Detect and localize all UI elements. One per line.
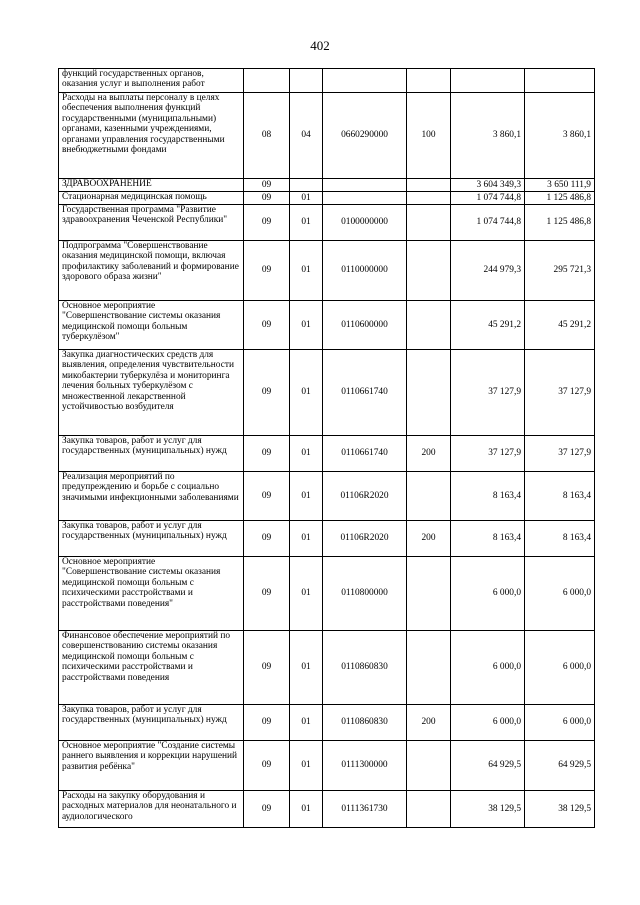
target-item-cell: 0110661740 — [323, 350, 407, 436]
subsection-code-cell: 01 — [290, 631, 323, 705]
amount-year2-cell: 3 650 111,9 — [525, 179, 595, 192]
amount-year1-cell: 8 163,4 — [451, 521, 525, 557]
target-item-cell: 0111300000 — [323, 741, 407, 791]
section-code-cell: 09 — [244, 472, 290, 521]
subsection-code-cell: 01 — [290, 705, 323, 741]
expense-type-cell — [407, 205, 451, 241]
expense-type-cell: 200 — [407, 436, 451, 472]
section-code-cell: 09 — [244, 179, 290, 192]
target-item-cell: 0660290000 — [323, 93, 407, 179]
expense-type-cell — [407, 179, 451, 192]
target-item-cell: 0110860830 — [323, 631, 407, 705]
table-row — [59, 241, 595, 301]
table-row — [59, 741, 595, 791]
row-name-cell: функций государственных органов, оказания услуг и выполнения работ — [59, 69, 244, 93]
amount-year1-cell: 8 163,4 — [451, 472, 525, 521]
row-name-cell: Закупка товаров, работ и услуг для государственных (муниципальных) нужд — [59, 521, 244, 557]
subsection-code-cell: 01 — [290, 472, 323, 521]
section-code-cell: 09 — [244, 241, 290, 301]
subsection-code-cell — [290, 69, 323, 93]
section-code-cell: 09 — [244, 705, 290, 741]
table-row — [59, 521, 595, 557]
target-item-cell — [323, 192, 407, 205]
amount-year2-cell: 6 000,0 — [525, 557, 595, 631]
amount-year2-cell: 295 721,3 — [525, 241, 595, 301]
amount-year1-cell: 38 129,5 — [451, 791, 525, 828]
target-item-cell: 01106R2020 — [323, 521, 407, 557]
table-row — [59, 179, 595, 192]
table-row — [59, 192, 595, 205]
row-name-cell: Расходы на закупку оборудования и расходных материалов для неонатального и аудиологического — [59, 791, 244, 828]
section-code-cell: 09 — [244, 741, 290, 791]
amount-year1-cell: 64 929,5 — [451, 741, 525, 791]
section-code-cell: 09 — [244, 205, 290, 241]
amount-year2-cell: 6 000,0 — [525, 705, 595, 741]
amount-year2-cell: 6 000,0 — [525, 631, 595, 705]
target-item-cell: 0100000000 — [323, 205, 407, 241]
amount-year1-cell: 45 291,2 — [451, 301, 525, 350]
section-code-cell: 09 — [244, 631, 290, 705]
row-name-cell: ЗДРАВООХРАНЕНИЕ — [59, 179, 244, 192]
amount-year2-cell: 1 125 486,8 — [525, 205, 595, 241]
amount-year1-cell — [451, 69, 525, 93]
amount-year2-cell: 1 125 486,8 — [525, 192, 595, 205]
row-name-cell: Закупка товаров, работ и услуг для государственных (муниципальных) нужд — [59, 436, 244, 472]
table-row — [59, 472, 595, 521]
target-item-cell: 0111361730 — [323, 791, 407, 828]
row-name-cell: Стационарная медицинская помощь — [59, 192, 244, 205]
row-name-cell: Подпрограмма "Совершенствование оказания медицинской помощи, включая профилактику заболеваний и формирование здорового образа жизни" — [59, 241, 244, 301]
amount-year1-cell: 37 127,9 — [451, 436, 525, 472]
section-code-cell: 09 — [244, 301, 290, 350]
amount-year1-cell: 37 127,9 — [451, 350, 525, 436]
amount-year2-cell — [525, 69, 595, 93]
expense-type-cell: 200 — [407, 705, 451, 741]
target-item-cell: 0110860830 — [323, 705, 407, 741]
expense-type-cell — [407, 301, 451, 350]
subsection-code-cell: 01 — [290, 192, 323, 205]
target-item-cell — [323, 69, 407, 93]
row-name-cell: Реализация мероприятий по предупреждению и борьбе с социально значимыми инфекционными заболеваниями — [59, 472, 244, 521]
row-name-cell: Финансовое обеспечение мероприятий по совершенствованию системы оказания медицинской помощи больным с психическими расстройствами и расстройствами поведения — [59, 631, 244, 705]
target-item-cell — [323, 179, 407, 192]
subsection-code-cell: 01 — [290, 436, 323, 472]
expense-type-cell — [407, 741, 451, 791]
table-row — [59, 69, 595, 93]
section-code-cell: 09 — [244, 436, 290, 472]
expense-type-cell — [407, 791, 451, 828]
amount-year1-cell: 3 604 349,3 — [451, 179, 525, 192]
expense-type-cell — [407, 350, 451, 436]
amount-year2-cell: 45 291,2 — [525, 301, 595, 350]
section-code-cell — [244, 69, 290, 93]
table-row — [59, 301, 595, 350]
target-item-cell: 0110600000 — [323, 301, 407, 350]
section-code-cell: 08 — [244, 93, 290, 179]
expense-type-cell — [407, 241, 451, 301]
subsection-code-cell — [290, 179, 323, 192]
subsection-code-cell: 01 — [290, 301, 323, 350]
table-row — [59, 631, 595, 705]
row-name-cell: Основное мероприятие "Совершенствование системы оказания медицинской помощи больным с психическими расстройствами и расстройствами поведения" — [59, 557, 244, 631]
subsection-code-cell: 01 — [290, 241, 323, 301]
amount-year2-cell: 8 163,4 — [525, 521, 595, 557]
amount-year1-cell: 1 074 744,8 — [451, 192, 525, 205]
section-code-cell: 09 — [244, 350, 290, 436]
amount-year1-cell: 3 860,1 — [451, 93, 525, 179]
amount-year1-cell: 6 000,0 — [451, 705, 525, 741]
target-item-cell: 0110661740 — [323, 436, 407, 472]
amount-year2-cell: 64 929,5 — [525, 741, 595, 791]
subsection-code-cell: 01 — [290, 741, 323, 791]
amount-year2-cell: 38 129,5 — [525, 791, 595, 828]
target-item-cell: 01106R2020 — [323, 472, 407, 521]
table-row — [59, 350, 595, 436]
table-row — [59, 557, 595, 631]
section-code-cell: 09 — [244, 192, 290, 205]
subsection-code-cell: 01 — [290, 350, 323, 436]
expense-type-cell: 100 — [407, 93, 451, 179]
amount-year2-cell: 37 127,9 — [525, 436, 595, 472]
target-item-cell: 0110000000 — [323, 241, 407, 301]
amount-year2-cell: 37 127,9 — [525, 350, 595, 436]
row-name-cell: Закупка товаров, работ и услуг для государственных (муниципальных) нужд — [59, 705, 244, 741]
row-name-cell: Основное мероприятие "Совершенствование системы оказания медицинской помощи больным туберкулёзом" — [59, 301, 244, 350]
table-row — [59, 705, 595, 741]
table-row — [59, 93, 595, 179]
subsection-code-cell: 01 — [290, 521, 323, 557]
section-code-cell: 09 — [244, 791, 290, 828]
expense-type-cell — [407, 192, 451, 205]
page-number: 402 — [310, 38, 330, 53]
expense-type-cell — [407, 472, 451, 521]
expense-type-cell — [407, 631, 451, 705]
row-name-cell: Закупка диагностических средств для выявления, определения чувствительности микобактерии туберкулёза и мониторинга лечения больных туберкулёзом с множественной лекарственной устойчивостью возбудителя — [59, 350, 244, 436]
section-code-cell: 09 — [244, 557, 290, 631]
expense-type-cell — [407, 557, 451, 631]
amount-year1-cell: 6 000,0 — [451, 557, 525, 631]
row-name-cell: Основное мероприятие "Создание системы раннего выявления и коррекции нарушений развития ребёнка" — [59, 741, 244, 791]
target-item-cell: 0110800000 — [323, 557, 407, 631]
amount-year1-cell: 6 000,0 — [451, 631, 525, 705]
expense-type-cell: 200 — [407, 521, 451, 557]
amount-year2-cell: 3 860,1 — [525, 93, 595, 179]
row-name-cell: Расходы на выплаты персоналу в целях обеспечения выполнения функций государственными (муниципальными) органами, казенными учреждениями, органами управления государственными внебюджетными фондами — [59, 93, 244, 179]
section-code-cell: 09 — [244, 521, 290, 557]
table-row — [59, 436, 595, 472]
budget-table — [58, 68, 595, 828]
subsection-code-cell: 04 — [290, 93, 323, 179]
row-name-cell: Государственная программа "Развитие здравоохранения Чеченской Республики" — [59, 205, 244, 241]
amount-year1-cell: 1 074 744,8 — [451, 205, 525, 241]
expense-type-cell — [407, 69, 451, 93]
amount-year2-cell: 8 163,4 — [525, 472, 595, 521]
subsection-code-cell: 01 — [290, 557, 323, 631]
table-row — [59, 791, 595, 828]
amount-year1-cell: 244 979,3 — [451, 241, 525, 301]
subsection-code-cell: 01 — [290, 791, 323, 828]
table-row — [59, 205, 595, 241]
subsection-code-cell: 01 — [290, 205, 323, 241]
